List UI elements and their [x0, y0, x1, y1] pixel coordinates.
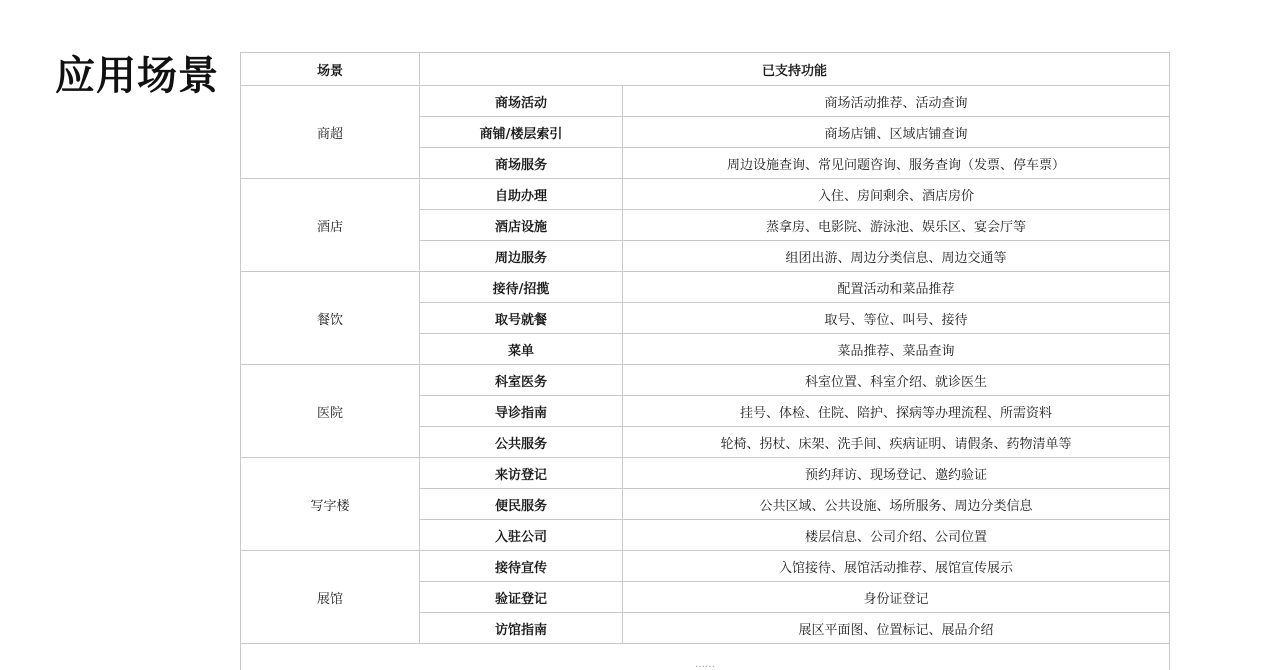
- detail-cell: 周边设施查询、常见问题咨询、服务查询（发票、停车票）: [623, 148, 1170, 179]
- feature-cell: 周边服务: [420, 241, 623, 272]
- feature-cell: 验证登记: [420, 582, 623, 613]
- feature-cell: 来访登记: [420, 458, 623, 489]
- footer-ellipsis: ……: [241, 644, 1170, 670]
- scene-feature-table: [240, 52, 1170, 670]
- table-row: [241, 272, 1170, 303]
- detail-cell: 取号、等位、叫号、接待: [623, 303, 1170, 334]
- scene-cell: 医院: [241, 365, 420, 458]
- header-features: 已支持功能: [420, 53, 1170, 86]
- scene-cell: 酒店: [241, 179, 420, 272]
- feature-cell: 接待宣传: [420, 551, 623, 582]
- detail-cell: 楼层信息、公司介绍、公司位置: [623, 520, 1170, 551]
- feature-cell: 科室医务: [420, 365, 623, 396]
- scene-cell: 商超: [241, 86, 420, 179]
- feature-cell: 访馆指南: [420, 613, 623, 644]
- table-body: [241, 86, 1170, 670]
- feature-cell: 公共服务: [420, 427, 623, 458]
- detail-cell: 轮椅、拐杖、床架、洗手间、疾病证明、请假条、药物清单等: [623, 427, 1170, 458]
- feature-cell: 酒店设施: [420, 210, 623, 241]
- detail-cell: 身份证登记: [623, 582, 1170, 613]
- scene-cell: 餐饮: [241, 272, 420, 365]
- feature-cell: 自助办理: [420, 179, 623, 210]
- feature-cell: 便民服务: [420, 489, 623, 520]
- feature-cell: 导诊指南: [420, 396, 623, 427]
- detail-cell: 公共区域、公共设施、场所服务、周边分类信息: [623, 489, 1170, 520]
- detail-cell: 配置活动和菜品推荐: [623, 272, 1170, 303]
- table-row: [241, 179, 1170, 210]
- scene-cell: 展馆: [241, 551, 420, 644]
- feature-cell: 接待/招揽: [420, 272, 623, 303]
- feature-cell: 商场服务: [420, 148, 623, 179]
- feature-cell: 商铺/楼层索引: [420, 117, 623, 148]
- table-row: [241, 365, 1170, 396]
- page-title: 应用场景: [55, 44, 219, 101]
- detail-cell: 蒸拿房、电影院、游泳池、娱乐区、宴会厅等: [623, 210, 1170, 241]
- header-scene: 场景: [241, 53, 420, 86]
- table-footer-row: [241, 644, 1170, 670]
- feature-cell: 菜单: [420, 334, 623, 365]
- table-header-row: [241, 53, 1170, 86]
- feature-cell: 入驻公司: [420, 520, 623, 551]
- detail-cell: 菜品推荐、菜品查询: [623, 334, 1170, 365]
- detail-cell: 预约拜访、现场登记、邀约验证: [623, 458, 1170, 489]
- feature-cell: 商场活动: [420, 86, 623, 117]
- detail-cell: 挂号、体检、住院、陪护、探病等办理流程、所需资料: [623, 396, 1170, 427]
- detail-cell: 展区平面图、位置标记、展品介绍: [623, 613, 1170, 644]
- detail-cell: 科室位置、科室介绍、就诊医生: [623, 365, 1170, 396]
- feature-cell: 取号就餐: [420, 303, 623, 334]
- table-row: [241, 551, 1170, 582]
- detail-cell: 入馆接待、展馆活动推荐、展馆宣传展示: [623, 551, 1170, 582]
- detail-cell: 商场店铺、区域店铺查询: [623, 117, 1170, 148]
- table-row: [241, 458, 1170, 489]
- scene-cell: 写字楼: [241, 458, 420, 551]
- detail-cell: 入住、房间剩余、酒店房价: [623, 179, 1170, 210]
- detail-cell: 商场活动推荐、活动查询: [623, 86, 1170, 117]
- detail-cell: 组团出游、周边分类信息、周边交通等: [623, 241, 1170, 272]
- table-row: [241, 86, 1170, 117]
